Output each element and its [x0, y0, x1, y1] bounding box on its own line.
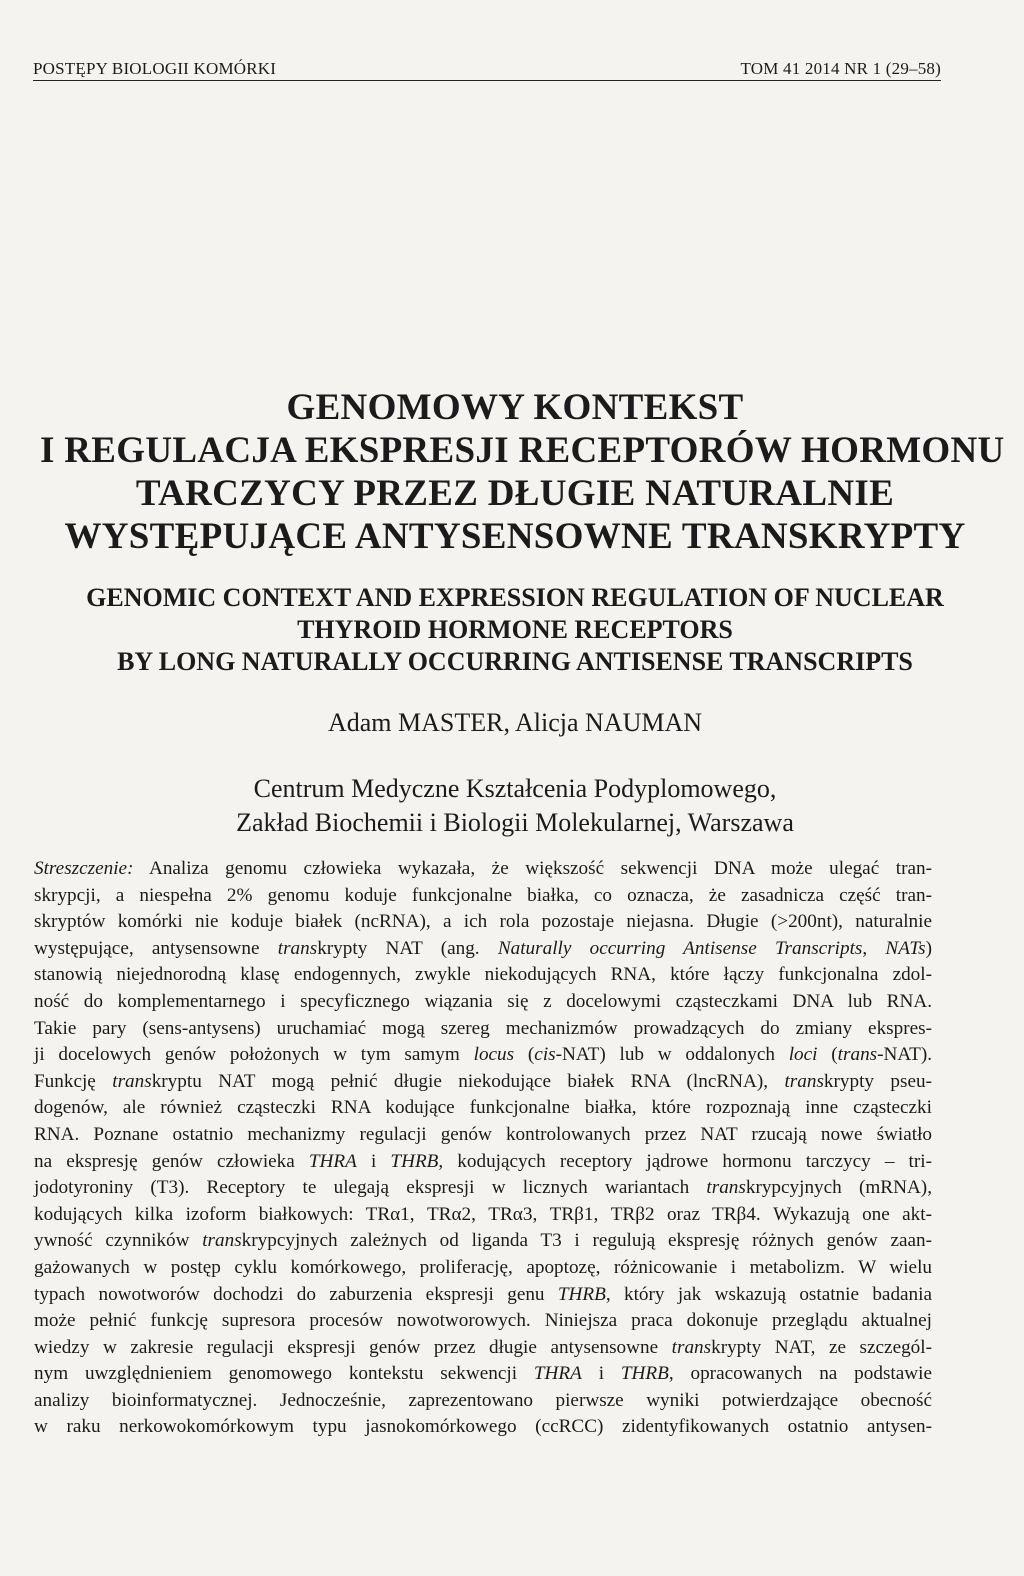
affiliation-line: Zakład Biochemii i Biologii Molekularnej, Warszawa [236, 808, 794, 837]
abstract-line: Takie pary (sens-antysens) uruchamiać mogą szereg mechanizmów prowadzących do zmiany ekspres- [34, 1017, 932, 1039]
abstract-line: na ekspresję genów człowieka THRA i THRB, kodujących receptory jądrowe hormonu tarczycy – tri- [34, 1150, 932, 1172]
abstract-line: analizy bioinformatycznej. Jednocześnie, zaprezentowano pierwsze wyniki potwierdzające obecność [34, 1389, 932, 1411]
issue-info: TOM 41 2014 NR 1 (29–58) [740, 59, 941, 78]
abstract-line: ji docelowych genów położonych w tym samym locus (cis-NAT) lub w oddalonych loci (trans-NAT). [34, 1044, 933, 1066]
affiliation-line: Centrum Medyczne Kształcenia Podyplomowego, [253, 774, 777, 803]
abstract-line: stanowią niejednorodną klasę endogennych, zwykle niekodujących RNA, które łączy funkcjonalna zdol- [34, 964, 932, 986]
abstract-line: ywność czynników transkrypcyjnych zależnych od liganda T3 i regulują ekspresję różnych genów zaan- [34, 1230, 932, 1252]
journal-name: POSTĘPY BIOLOGII KOMÓRKI [33, 59, 277, 78]
affiliation [40, 772, 990, 840]
abstract-line: Streszczenie: Analiza genomu człowieka wykazała, że większość sekwencji DNA może ulegać tran- [34, 858, 932, 879]
abstract-line: skryptów komórki nie koduje białek (ncRNA), a ich rola pozostaje niejasna. Długie (>200nt), naturalnie [34, 911, 932, 933]
abstract-line: jodotyroniny (T3). Receptory te ulegają ekspresji w licznych wariantach transkrypcyjnych (mRNA), [34, 1177, 932, 1199]
abstract-line: w raku nerkowokomórkowym typu jasnokomórkowego (ccRCC) zidentyfikowanych ostatnio antysen- [34, 1416, 932, 1438]
abstract-line: gażowanych w postęp cyklu komórkowego, proliferację, apoptozę, różnicowanie i metabolizm. W wielu [34, 1256, 932, 1278]
abstract-line: dogenów, ale również cząsteczki RNA kodujące funkcjonalne białka, które rozpoznają inne cząsteczki [34, 1097, 932, 1119]
abstract [34, 856, 932, 1441]
abstract-label: Streszczenie: [34, 858, 134, 879]
abstract-line: typach nowotworów dochodzi do zaburzenia ekspresji genu THRB, który jak wskazują ostatnie badania [34, 1283, 932, 1305]
abstract-line: ność do komplementarnego i specyficznego wiązania się z docelowymi cząsteczkami DNA lub RNA. [34, 990, 932, 1012]
abstract-line: nym uwzględnieniem genomowego kontekstu sekwencji THRA i THRB, opracowanych na podstawie [34, 1363, 932, 1385]
abstract-line: RNA. Poznane ostatnio mechanizmy regulacji genów kontrolowanych przez NAT rzucają nowe światło [34, 1123, 932, 1145]
authors: Adam MASTER, Alicja NAUMAN [327, 708, 703, 737]
abstract-line: może pełnić funkcję supresora procesów nowotworowych. Niniejsza praca dokonuje przeglądu aktualnej [34, 1310, 932, 1332]
title-line: TARCZYCY PRZEZ DŁUGIE NATURALNIE [135, 473, 895, 514]
subtitle-line: GENOMIC CONTEXT AND EXPRESSION REGULATION OF NUCLEAR [86, 583, 944, 612]
abstract-line: skrypcji, a niespełna 2% genomu koduje funkcjonalne białka, co oznacza, że zasadnicza część tran- [34, 884, 932, 906]
abstract-line: kodujących kilka izoform białkowych: TRα1, TRα2, TRα3, TRβ1, TRβ2 oraz TRβ4. Wykazują one akt- [34, 1203, 932, 1225]
abstract-line: Funkcję transkryptu NAT mogą pełnić długie niekodujące białek RNA (lncRNA), transkrypty pseu- [34, 1070, 932, 1092]
running-header [33, 58, 941, 81]
title-line: GENOMOWY KONTEKST [286, 387, 744, 428]
subtitle-line: BY LONG NATURALLY OCCURRING ANTISENSE TRANSCRIPTS [117, 647, 913, 676]
abstract-line: występujące, antysensowne transkrypty NAT (ang. Naturally occurring Antisense Transcripts, NATs) [34, 937, 932, 959]
subtitle-line: THYROID HORMONE RECEPTORS [297, 615, 733, 644]
title-line: I REGULACJA EKSPRESJI RECEPTORÓW HORMONU [40, 430, 1005, 471]
abstract-line: wiedzy w zakresie regulacji ekspresji genów przez długie antysensowne transkrypty NAT, ze szczegól- [34, 1336, 932, 1358]
title-polish [40, 386, 1005, 558]
title-english [40, 582, 990, 678]
title-line: WYSTĘPUJĄCE ANTYSENSOWNE TRANSKRYPTY [64, 516, 966, 557]
